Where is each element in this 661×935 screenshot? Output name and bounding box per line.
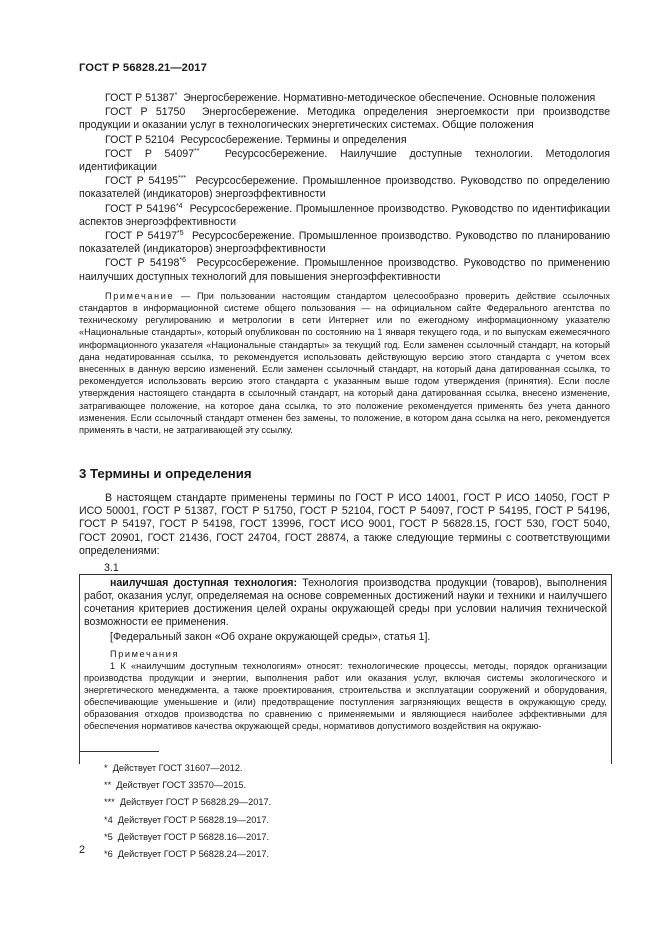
- section-intro: В настоящем стандарте применены термины по ГОСТ Р ИСО 14001, ГОСТ Р ИСО 14050, ГОСТ Р ИСО 50001, ГОСТ Р 51387, ГОСТ Р 51750, ГОСТ Р 52104, ГОСТ Р 54097, ГОСТ Р 54195, ГОСТ Р 54196, ГОСТ Р 54197, ГОСТ Р 54198, ГОСТ 13996, ГОСТ ИСО 9001, ГОСТ Р 56828.15, ГОСТ 530, ГОСТ 5040, ГОСТ 20901, ГОСТ 21436, ГОСТ 24704, ГОСТ 28874, а также следующие термины с соответствующими определениями:: [79, 492, 610, 557]
- reference-item: ГОСТ Р 54198$^{*6}$ Ресурсосбережение. Промышленное производство. Руководство по применению наилучших доступных технологий для повышения энергоэффективности: [79, 257, 611, 283]
- footnote: *** Действует ГОСТ Р 56828.29—2017.: [104, 797, 272, 808]
- note-text: — При пользовании настоящим стандартом целесообразно проверить действие ссылочных стандартов в информационной системе общего пользования — на официальном сайте Федерального агентства по техническому регулированию и метрологии в сети Интернет или по ежегодному информационному указателю «Национальные стандарты», который опубликован по состоянию на 1 января текущего года, и по выпускам ежемесячного информационного указателя «Национальные стандарты» за текущий год. Если заменен ссылочный стандарт, на который дана недатированная ссылка, то рекомендуется использовать действующую версию этого стандарта с учетом всех внесенных в данную версию изменений. Если заменен ссылочный стандарт, на который дана датированная ссылка, то рекомендуется использовать версию этого стандарта с указанным выше годом утверждения (принятия). Если после утверждения настоящего стандарта в ссылочный стандарт, на который дана датированная ссылка, внесено изменение, затрагивающее положение, на которое дана ссылка, то это положение рекомендуется применять без учета данного изменения. Если ссылочный стандарт отменен без замены, то положение, в котором дана ссылка на него, рекомендуется применять в части, не затрагивающей эту ссылку.: [79, 290, 610, 436]
- term-name: наилучшая доступная технология:: [110, 577, 298, 589]
- term-note-1: 1 К «наилучшим доступным технологиям» относят: технологические процессы, методы, порядок организации производства продукции и энергии, выполнения работ или оказания услуг, включая системы экологического и энергетического менеджмента, а также проектирования, строительства и эксплуатации сооружений и оборудования, обеспечивающие уменьшение и (или) предотвращение поступления загрязняющих веществ в окружающую среду, образования отходов производства по сравнению с применяемыми и являющиеся наиболее эффективными для обеспечения нормативов качества окружающей среды, нормативов допустимого воздействия на окружаю-: [84, 661, 607, 731]
- reference-item: ГОСТ Р 54195*** Ресурсосбережение. Промышленное производство. Руководство по определению показателей (индикаторов) энергоэффективности: [79, 175, 611, 201]
- footnote: * Действует ГОСТ 31607—2012.: [104, 763, 243, 773]
- reference-code: ГОСТ Р 54198: [105, 257, 180, 270]
- term-definition-box: [79, 574, 612, 764]
- note-label: Примечание: [105, 290, 175, 301]
- reference-code: ГОСТ Р 52104: [105, 133, 175, 146]
- reference-code: ГОСТ Р 54195: [105, 175, 178, 188]
- references-note: [79, 290, 610, 436]
- term-number: 3.1: [104, 562, 119, 574]
- section-title: 3 Термины и определения: [79, 466, 252, 481]
- term-definition: наилучшая доступная технология: Технология производства продукции (товаров), выполнения работ, оказания услуг, определяемая на основе современных достижений науки и техники и наилучшего сочетания критериев достижения целей охраны окружающей среды при условии наличия технической возможности ее применения.: [84, 577, 607, 628]
- page-number: 2: [79, 844, 86, 856]
- notes-label: Примечания: [110, 649, 180, 659]
- footnote: *5 Действует ГОСТ Р 56828.16—2017.: [104, 831, 270, 842]
- reference-item: ГОСТ Р 54197$^{*5}$ Ресурсосбережение. Промышленное производство. Руководство по планированию показателей (индикаторов) энергоэффективности: [79, 230, 611, 256]
- footnote: *4 Действует ГОСТ Р 56828.19—2017.: [104, 814, 270, 825]
- document-code-header: ГОСТ Р 56828.21—2017: [79, 62, 207, 74]
- reference-item: ГОСТ Р 52104 Ресурсосбережение. Термины и определения: [105, 133, 407, 146]
- footnote-separator: [79, 751, 159, 752]
- reference-code: ГОСТ Р 54097: [105, 147, 195, 160]
- reference-code: ГОСТ Р 54196: [105, 202, 176, 215]
- reference-code: ГОСТ Р 51387: [105, 92, 175, 104]
- footnote: ** Действует ГОСТ 33570—2015.: [104, 780, 247, 791]
- normative-references-list: [79, 92, 610, 436]
- reference-item: ГОСТ Р 54097** Ресурсосбережение. Наилучшие доступные технологии. Методология идентификации: [79, 147, 610, 174]
- reference-item: ГОСТ Р 54196$^{*4}$ Ресурсосбережение. Промышленное производство. Руководство по идентификации аспектов энергоэффективности: [79, 202, 611, 228]
- reference-code: ГОСТ Р 51750: [105, 106, 186, 119]
- reference-code: ГОСТ Р 54197: [105, 230, 178, 243]
- reference-item: ГОСТ Р 51750 Энергосбережение. Методика определения энергоемкости при производстве продукции и оказании услуг в технологических энергетических системах. Общие положения: [79, 106, 611, 132]
- reference-item: ГОСТ Р 51387* Энергосбережение. Нормативно-методическое обеспечение. Основные положения: [105, 92, 596, 104]
- footnotes: [104, 760, 404, 863]
- term-source: [Федеральный закон «Об охране окружающей среды», статья 1].: [110, 631, 431, 643]
- footnote: *6 Действует ГОСТ Р 56828.24—2017.: [104, 849, 270, 860]
